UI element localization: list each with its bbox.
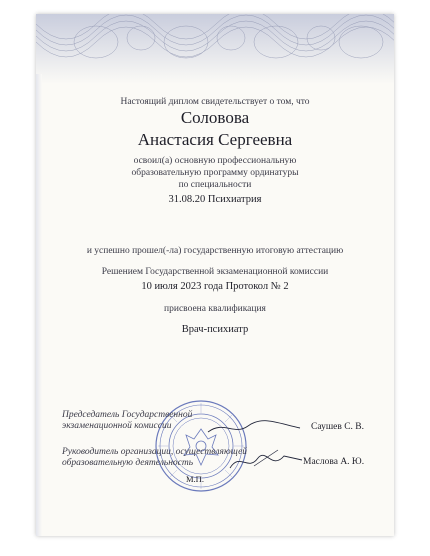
chairman-name: Саушев С. В. [311,422,365,432]
chairman-label-line-1: Председатель Государственной [62,410,193,420]
commission-text: Решением Государственной экзаменационной комиссии [101,267,329,277]
qualification-label: присвоена квалификация [164,304,266,314]
intro-text: Настоящий диплом свидетельствует о том, что [120,97,310,107]
head-name: Маслова А. Ю. [303,457,365,467]
guilloche-pattern [36,14,394,84]
head-label-line-2: образовательную деятельность [62,458,194,468]
chairman-label [62,410,192,432]
attestation-text: и успешно прошел(-ла) государственную итоговую аттестацию [86,246,344,256]
program-line-1: освоил(а) основную профессиональную [133,156,297,166]
head-signature [226,446,306,474]
chairman-signature [204,418,304,438]
stamp-place: М.П. [186,474,204,484]
head-label [62,447,247,469]
qualification: Врач-психиатр [181,324,249,335]
protocol-date: 10 июля 2023 года Протокол № 2 [141,281,289,292]
specialty: 31.08.20 Психиатрия [168,194,262,205]
given-names: Анастасия Сергеевна [137,130,293,149]
program-line-2: образовательную программу ординатуры [131,168,299,178]
head-label-line-1: Руководитель организации, осуществляющей [62,447,248,457]
diploma-sheet [36,14,394,536]
chairman-label-line-2: экзаменационной комиссии [62,421,172,431]
surname: Соловова [180,108,250,127]
program-line-3: по специальности [178,180,252,190]
